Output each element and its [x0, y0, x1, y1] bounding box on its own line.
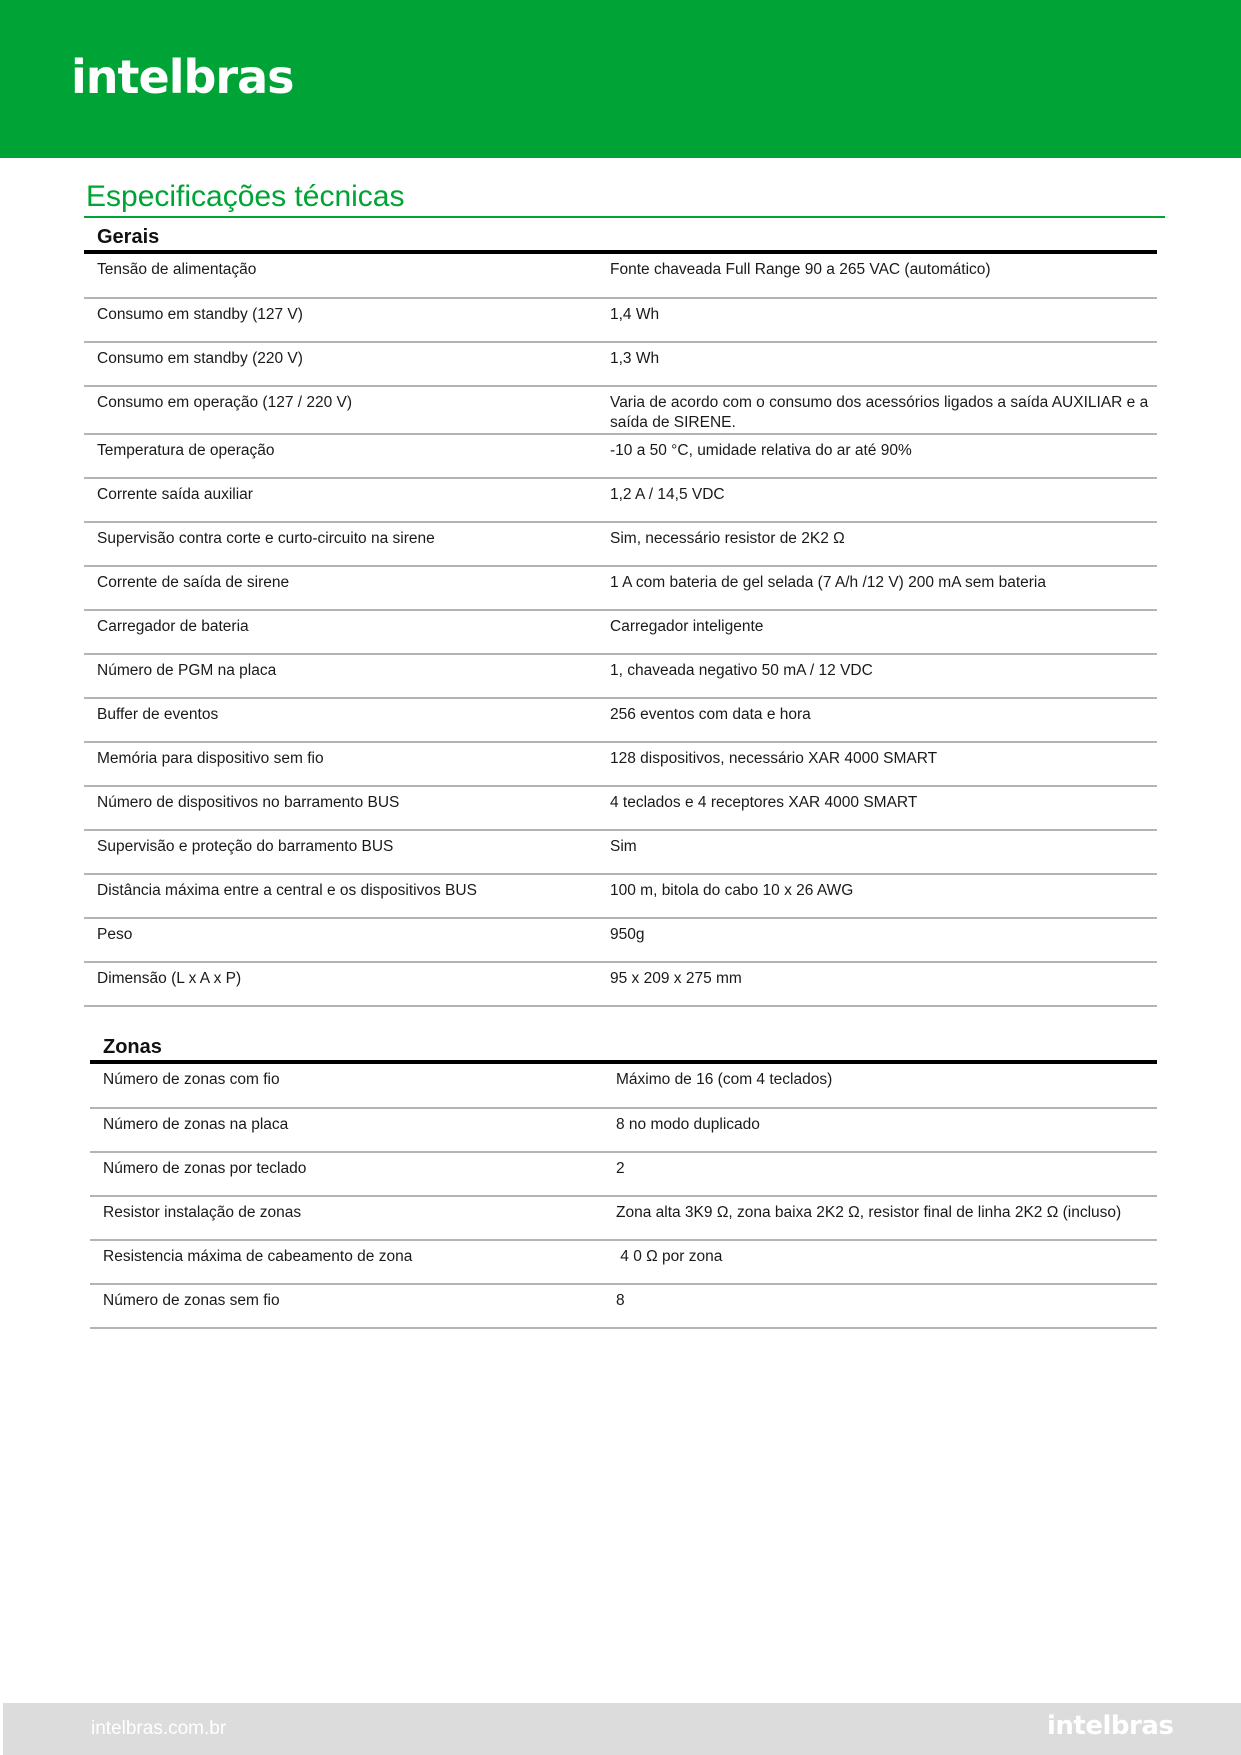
spec-label: Número de zonas com fio [90, 1064, 603, 1108]
spec-value: 4 teclados e 4 receptores XAR 4000 SMART [597, 786, 1157, 830]
spec-row [84, 786, 1157, 830]
spec-value: Fonte chaveada Full Range 90 a 265 VAC (automático) [597, 254, 1157, 298]
spec-label: Carregador de bateria [84, 610, 597, 654]
spec-label: Número de dispositivos no barramento BUS [84, 786, 597, 830]
spec-row [84, 434, 1157, 478]
spec-value: Carregador inteligente [597, 610, 1157, 654]
title-divider [84, 216, 1165, 218]
spec-row [84, 522, 1157, 566]
spec-value: Máximo de 16 (com 4 teclados) [603, 1064, 1157, 1108]
footer-logo: intelbras [1047, 1711, 1174, 1741]
header-band [0, 0, 1241, 158]
spec-row [90, 1064, 1157, 1108]
spec-label: Temperatura de operação [84, 434, 597, 478]
spec-value: Varia de acordo com o consumo dos acessórios ligados a saída AUXILIAR e a saída de SIRENE. [597, 386, 1157, 434]
spec-row [90, 1196, 1157, 1240]
spec-table-zonas [90, 1064, 1157, 1329]
spec-value: 128 dispositivos, necessário XAR 4000 SMART [597, 742, 1157, 786]
spec-label: Corrente de saída de sirene [84, 566, 597, 610]
spec-label: Número de zonas na placa [90, 1108, 603, 1152]
intelbras-logo: intelbras [71, 50, 294, 104]
spec-value: 2 [603, 1152, 1157, 1196]
spec-value: Sim, necessário resistor de 2K2 Ω [597, 522, 1157, 566]
spec-label: Resistencia máxima de cabeamento de zona [90, 1240, 603, 1284]
spec-value: 256 eventos com data e hora [597, 698, 1157, 742]
spec-row [90, 1240, 1157, 1284]
spec-value: 1,3 Wh [597, 342, 1157, 386]
spec-row [84, 610, 1157, 654]
section-zonas [90, 1032, 1157, 1329]
spec-row [84, 742, 1157, 786]
spec-table-gerais [84, 254, 1157, 1007]
spec-row [90, 1284, 1157, 1328]
spec-row [84, 830, 1157, 874]
spec-label: Número de PGM na placa [84, 654, 597, 698]
spec-label: Número de zonas por teclado [90, 1152, 603, 1196]
spec-label: Corrente saída auxiliar [84, 478, 597, 522]
spec-label: Supervisão e proteção do barramento BUS [84, 830, 597, 874]
spec-value: Sim [597, 830, 1157, 874]
section-gerais [84, 222, 1157, 1007]
spec-label: Supervisão contra corte e curto-circuito na sirene [84, 522, 597, 566]
spec-label: Consumo em operação (127 / 220 V) [84, 386, 597, 434]
spec-row [84, 386, 1157, 434]
spec-label: Consumo em standby (127 V) [84, 298, 597, 342]
spec-value: -10 a 50 °C, umidade relativa do ar até 90% [597, 434, 1157, 478]
spec-value: 1,2 A / 14,5 VDC [597, 478, 1157, 522]
spec-label: Peso [84, 918, 597, 962]
page-title: Especificações técnicas [86, 180, 405, 213]
spec-label: Memória para dispositivo sem fio [84, 742, 597, 786]
spec-row [84, 298, 1157, 342]
spec-value: Zona alta 3K9 Ω, zona baixa 2K2 Ω, resistor final de linha 2K2 Ω (incluso) [603, 1196, 1157, 1240]
spec-value: 95 x 209 x 275 mm [597, 962, 1157, 1006]
spec-row [84, 654, 1157, 698]
spec-value: 8 [603, 1284, 1157, 1328]
spec-row [84, 478, 1157, 522]
spec-label: Tensão de alimentação [84, 254, 597, 298]
spec-value: 1, chaveada negativo 50 mA / 12 VDC [597, 654, 1157, 698]
spec-value: 100 m, bitola do cabo 10 x 26 AWG [597, 874, 1157, 918]
spec-label: Dimensão (L x A x P) [84, 962, 597, 1006]
spec-value: 1 A com bateria de gel selada (7 A/h /12 V) 200 mA sem bateria [597, 566, 1157, 610]
spec-row [84, 698, 1157, 742]
spec-value: 4 0 Ω por zona [603, 1240, 1157, 1284]
spec-label: Consumo em standby (220 V) [84, 342, 597, 386]
spec-label: Buffer de eventos [84, 698, 597, 742]
spec-row [84, 342, 1157, 386]
spec-value: 950g [597, 918, 1157, 962]
spec-row [84, 874, 1157, 918]
spec-row [90, 1152, 1157, 1196]
section-heading: Zonas [90, 1032, 1157, 1064]
spec-label: Distância máxima entre a central e os dispositivos BUS [84, 874, 597, 918]
footer-url[interactable]: intelbras.com.br [91, 1718, 227, 1739]
spec-value: 1,4 Wh [597, 298, 1157, 342]
spec-row [84, 918, 1157, 962]
section-heading: Gerais [84, 222, 1157, 254]
spec-row [84, 962, 1157, 1006]
spec-row [84, 566, 1157, 610]
spec-row [90, 1108, 1157, 1152]
spec-label: Resistor instalação de zonas [90, 1196, 603, 1240]
spec-label: Número de zonas sem fio [90, 1284, 603, 1328]
spec-value: 8 no modo duplicado [603, 1108, 1157, 1152]
spec-row [84, 254, 1157, 298]
